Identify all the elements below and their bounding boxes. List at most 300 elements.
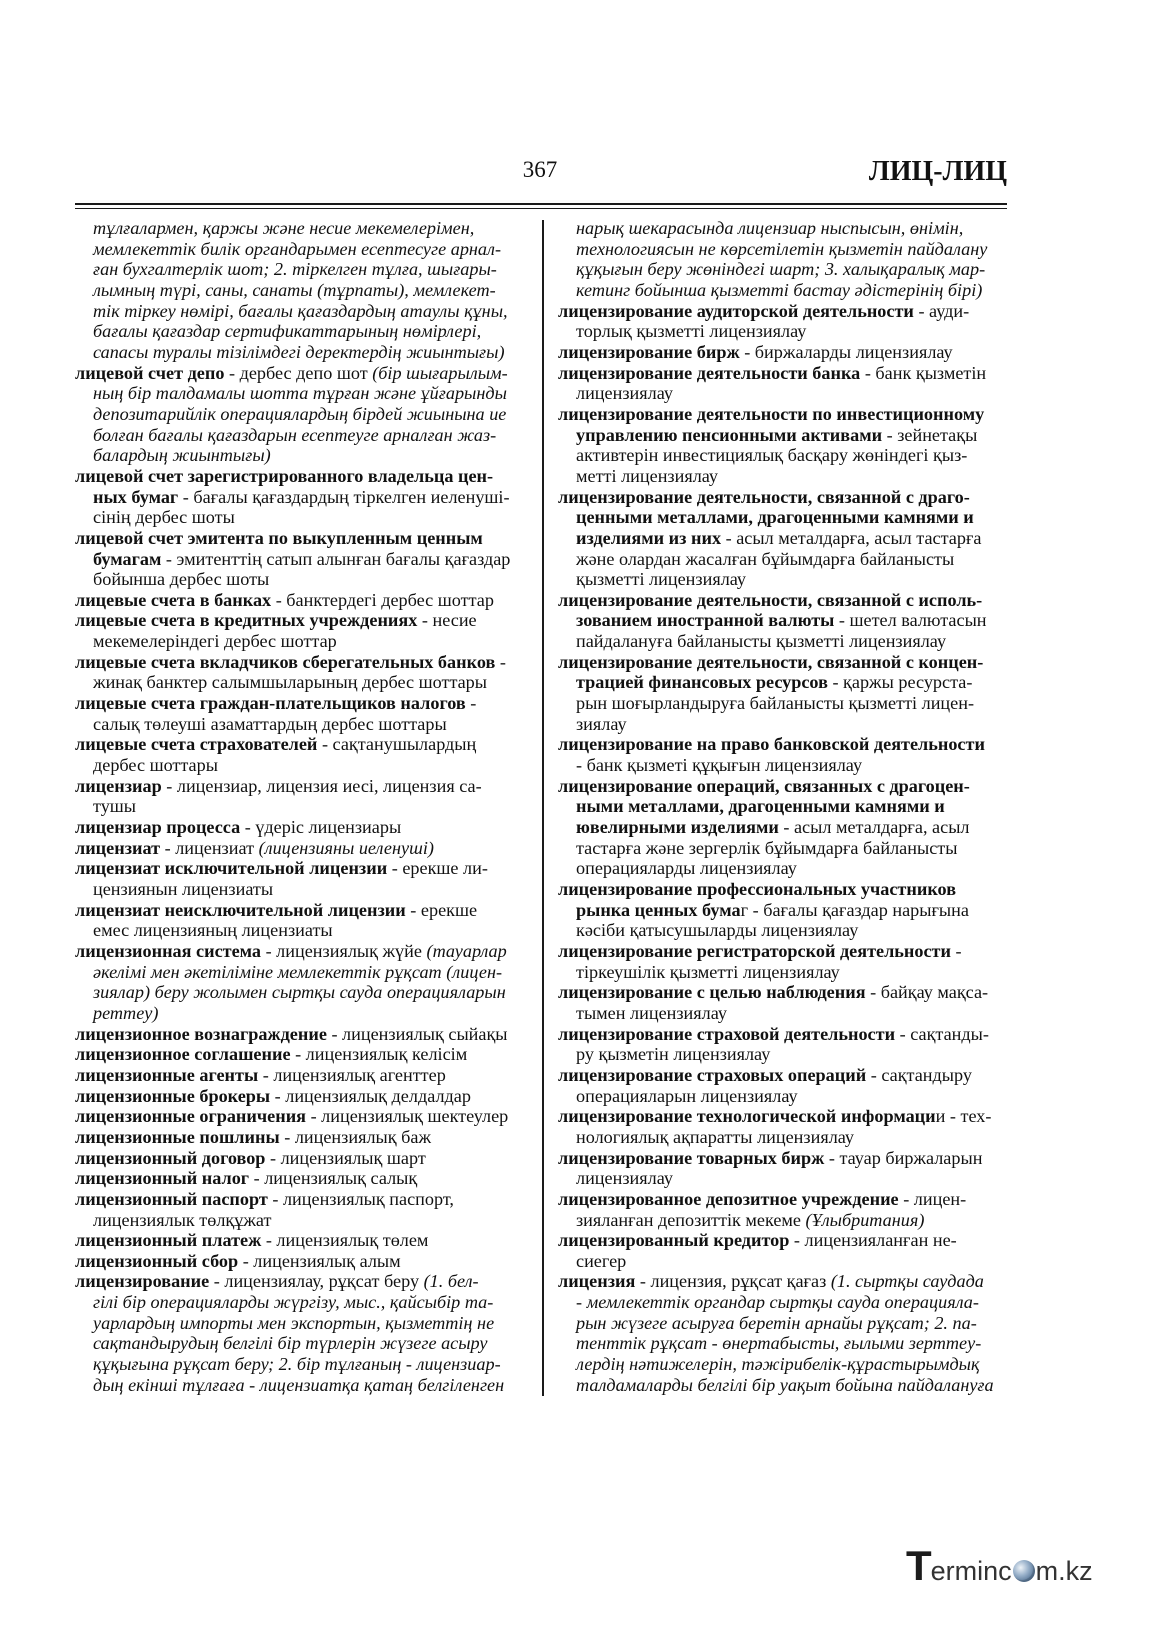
note-text: болған бағалы қағаздарын есептеуге арналған жаз- bbox=[93, 424, 497, 445]
entry-line bbox=[558, 507, 1007, 528]
running-head: ЛИЦ-ЛИЦ bbox=[868, 156, 1007, 187]
headword-text: лицензионный договор bbox=[75, 1147, 266, 1168]
translation-text: - лицензиялық шектеулер bbox=[306, 1106, 509, 1127]
translation-text: - биржаларды лицензиялау bbox=[739, 341, 953, 362]
headword-text: управлению пенсионными активами bbox=[576, 424, 883, 445]
entry-line bbox=[558, 652, 1007, 673]
headword-text: лицензиат исключительной лицензии bbox=[75, 858, 388, 879]
headword-text: лицензионное вознаграждение bbox=[75, 1023, 327, 1044]
entry-line bbox=[558, 425, 1007, 446]
entry-line bbox=[75, 1044, 527, 1065]
translation-text: г - бағалы қағаздар нарығына bbox=[740, 899, 969, 920]
entry-line bbox=[75, 982, 527, 1003]
translation-text: ру қызметін лицензиялау bbox=[576, 1044, 771, 1065]
headword-text: лицензирование страховых операций bbox=[558, 1064, 867, 1085]
entry-line bbox=[558, 1271, 1007, 1292]
entry-line bbox=[558, 1375, 1007, 1396]
note-text: балардың жиынтығы) bbox=[93, 445, 271, 466]
left-column bbox=[75, 218, 527, 1395]
entry-line bbox=[75, 817, 527, 838]
headword-text: лицензирование бирж bbox=[558, 341, 740, 362]
dictionary-entry bbox=[75, 734, 527, 775]
note-text: гілі бір операцияларды жүргізу, мыс., қайсыбір та- bbox=[93, 1292, 494, 1313]
headword-text: трацией финансовых ресурсов bbox=[576, 672, 828, 693]
entry-line bbox=[75, 1168, 527, 1189]
translation-text: - дербес депо шот bbox=[224, 362, 373, 383]
translation-text: - сақтанды- bbox=[895, 1023, 989, 1044]
translation-text: - лицензиялық сыйақы bbox=[326, 1023, 508, 1044]
entry-line bbox=[558, 900, 1007, 921]
dictionary-entry bbox=[75, 817, 527, 838]
translation-text: - bbox=[465, 693, 477, 714]
dictionary-entry bbox=[75, 1127, 527, 1148]
headword-text: лицензирование страховой деятельности bbox=[558, 1023, 896, 1044]
translation-text: активтерін инвестициялық басқару жөніндегі қыз- bbox=[576, 445, 968, 466]
entry-line bbox=[558, 239, 1007, 260]
headword-text: лицензионные агенты bbox=[75, 1064, 259, 1085]
translation-text: зиялау bbox=[576, 713, 627, 734]
translation-text: - эмитенттің сатып алынған бағалы қағаздар bbox=[161, 548, 511, 569]
note-text: тенттік рұқсат - өнертабысты, ғылыми зерттеу- bbox=[576, 1333, 982, 1354]
entry-line bbox=[75, 425, 527, 446]
dictionary-entry bbox=[75, 1044, 527, 1065]
translation-text: операцияларды лицензиялау bbox=[576, 858, 797, 879]
dictionary-entry bbox=[75, 1148, 527, 1169]
note-text: (тауарлар bbox=[426, 940, 507, 961]
entry-line bbox=[75, 796, 527, 817]
note-text: реттеу) bbox=[93, 1002, 159, 1023]
translation-text: - тауар биржаларын bbox=[824, 1147, 983, 1168]
entry-line bbox=[558, 714, 1007, 735]
headword-text: лицензионное соглашение bbox=[75, 1044, 291, 1065]
note-text: құқығын беру жөніндегі шарт; 3. халықаралық мар- bbox=[576, 259, 986, 280]
translation-text: - асыл металдарға, асыл bbox=[778, 817, 970, 838]
translation-text: - несие bbox=[417, 610, 477, 631]
headword-text: лицевые счета страхователей bbox=[75, 734, 318, 755]
translation-text: - лицен- bbox=[898, 1188, 967, 1209]
dictionary-entry bbox=[558, 734, 1007, 775]
headword-text: лицензирование деятельности, связанной с исполь- bbox=[558, 589, 983, 610]
entry-line bbox=[75, 342, 527, 363]
dictionary-entry bbox=[75, 1230, 527, 1251]
entry-line bbox=[558, 466, 1007, 487]
entry-line bbox=[75, 920, 527, 941]
translation-text: - лицензиялық агенттер bbox=[258, 1064, 446, 1085]
entry-line bbox=[75, 280, 527, 301]
translation-text: - банк қызметі құқығын лицензиялау bbox=[576, 755, 863, 776]
entry-line bbox=[558, 342, 1007, 363]
translation-text: - лицензиялық жүйе bbox=[261, 940, 427, 961]
dictionary-entry bbox=[75, 1189, 527, 1230]
entry-line bbox=[558, 776, 1007, 797]
headword-text: лицензия bbox=[558, 1271, 636, 1292]
translation-text: емес лицензияның лицензиаты bbox=[93, 920, 333, 941]
entry-line bbox=[75, 321, 527, 342]
entry-line bbox=[75, 631, 527, 652]
entry-line bbox=[558, 321, 1007, 342]
note-text: лымның түрі, саны, санаты (тұрпаты), мемлекет- bbox=[93, 279, 496, 300]
entry-line bbox=[75, 962, 527, 983]
note-text: әкелімі мен әкетіліміне мемлекеттік рұқсат (лицен- bbox=[93, 961, 503, 982]
entry-line bbox=[75, 507, 527, 528]
dictionary-entry bbox=[558, 1271, 1007, 1395]
entry-line bbox=[75, 879, 527, 900]
entry-line bbox=[75, 858, 527, 879]
entry-line bbox=[75, 218, 527, 239]
entry-line bbox=[558, 487, 1007, 508]
translation-text: зияланған депозиттік мекеме bbox=[576, 1209, 806, 1230]
entry-line bbox=[558, 218, 1007, 239]
translation-text: салық төлеуші азаматтардың дербес шоттары bbox=[93, 713, 447, 734]
note-text: (1. сыртқы саудада bbox=[830, 1271, 984, 1292]
translation-text: - асыл металдарға, асыл тастарға bbox=[721, 527, 982, 548]
translation-text: - бағалы қағаздардың тіркелген иеленуші- bbox=[178, 486, 510, 507]
translation-text: - лицензия, рұқсат қағаз bbox=[635, 1271, 831, 1292]
note-text: нарық шекарасында лицензиар ныспысын, өнімін, bbox=[576, 218, 964, 238]
translation-text: мекемелеріндегі дербес шоттар bbox=[93, 631, 337, 652]
header-rule-thick bbox=[75, 203, 1007, 205]
translation-text: - bbox=[495, 651, 506, 672]
headword-text: лицензионный паспорт bbox=[75, 1188, 268, 1209]
entry-line bbox=[75, 404, 527, 425]
entry-line bbox=[558, 817, 1007, 838]
termincom-logo bbox=[906, 1540, 1093, 1592]
translation-text: - банк қызметін bbox=[860, 362, 987, 383]
entry-line bbox=[558, 962, 1007, 983]
entry-line bbox=[558, 1065, 1007, 1086]
entry-line bbox=[558, 672, 1007, 693]
note-text: рын жүзеге асыруға беретін арнайы рұқсат; 2. па- bbox=[576, 1312, 977, 1333]
dictionary-entry bbox=[558, 1065, 1007, 1106]
entry-line bbox=[75, 1313, 527, 1334]
headword-text: лицензирование деятельности по инвестиционному bbox=[558, 403, 985, 424]
entry-line bbox=[75, 1333, 527, 1354]
entry-line bbox=[558, 610, 1007, 631]
translation-text: - сақтанушылардың bbox=[317, 734, 477, 755]
headword-text: лицензиар процесса bbox=[75, 817, 241, 838]
translation-text: - лицензиялық баж bbox=[279, 1126, 432, 1147]
entry-line bbox=[75, 1148, 527, 1169]
translation-text: - лицензиар, лицензия иесі, лицензия са- bbox=[161, 775, 482, 796]
entry-line bbox=[75, 1292, 527, 1313]
note-text: (Ұлыбритания) bbox=[805, 1209, 925, 1230]
entry-line bbox=[75, 239, 527, 260]
globe-icon bbox=[1013, 1560, 1035, 1582]
entry-line bbox=[558, 796, 1007, 817]
entry-line bbox=[75, 734, 527, 755]
headword-text: лицевые счета граждан-плательщиков налогов bbox=[75, 693, 466, 714]
continued-entry bbox=[75, 218, 527, 363]
entry-line bbox=[558, 1189, 1007, 1210]
headword-text: лицензиар bbox=[75, 775, 162, 796]
headword-text: лицевые счета вкладчиков сберегательных банков bbox=[75, 651, 496, 672]
note-text: құқығына рұқсат беру; 2. бір тұлғаның - лицензиар- bbox=[93, 1354, 501, 1375]
entry-line bbox=[75, 1127, 527, 1148]
entry-line bbox=[75, 383, 527, 404]
translation-text: лицензиялау bbox=[576, 1168, 673, 1189]
dictionary-entry bbox=[558, 941, 1007, 982]
entry-line bbox=[75, 1251, 527, 1272]
entry-line bbox=[558, 920, 1007, 941]
dictionary-entry bbox=[75, 652, 527, 693]
entry-line bbox=[75, 776, 527, 797]
dictionary-entry bbox=[558, 301, 1007, 342]
translation-text: - зейнетақы bbox=[882, 424, 978, 445]
headword-text: лицензионный сбор bbox=[75, 1250, 239, 1271]
entry-line bbox=[75, 1375, 527, 1396]
headword-text: зованием иностранной валюты bbox=[576, 610, 835, 631]
entry-line bbox=[558, 1230, 1007, 1251]
logo-text: erminc bbox=[930, 1556, 1012, 1586]
dictionary-entry bbox=[558, 1230, 1007, 1271]
entry-line bbox=[75, 610, 527, 631]
translation-text: тушы bbox=[93, 796, 137, 817]
entry-line bbox=[558, 734, 1007, 755]
note-text: ның бір талдамалы шотта тұрған және ұйғарынды bbox=[93, 383, 507, 404]
translation-text: - bbox=[950, 940, 962, 961]
dictionary-entry bbox=[75, 1168, 527, 1189]
entry-line bbox=[558, 404, 1007, 425]
headword-text: лицевой счет зарегистрированного владельца цен- bbox=[75, 465, 494, 486]
translation-text: - үдеріс лицензиары bbox=[240, 817, 402, 838]
translation-text: - байқау мақса- bbox=[865, 982, 989, 1003]
entry-line bbox=[558, 445, 1007, 466]
entry-line bbox=[558, 259, 1007, 280]
headword-text: лицензирование профессиональных участников bbox=[558, 879, 957, 899]
translation-text: сінің дербес шоты bbox=[93, 507, 235, 528]
entry-line bbox=[75, 549, 527, 570]
translation-text: лицензиялау bbox=[576, 383, 673, 404]
headword-text: рынка ценных бума bbox=[576, 899, 741, 920]
headword-text: ных бумаг bbox=[93, 486, 179, 507]
note-text: зиялар) беру жолымен сыртқы сауда операцияларын bbox=[93, 982, 506, 1003]
dictionary-entry bbox=[558, 363, 1007, 404]
dictionary-entry bbox=[75, 776, 527, 817]
note-text: уарлардың импорты мен экспортын, қызметтің не bbox=[93, 1312, 495, 1333]
translation-text: - лицензиялық паспорт, bbox=[267, 1188, 454, 1209]
translation-text: кәсіби қатысушыларды лицензиялау bbox=[576, 920, 859, 941]
entry-line bbox=[75, 1106, 527, 1127]
entry-line bbox=[75, 900, 527, 921]
translation-text: - лицензияланған не- bbox=[789, 1230, 957, 1251]
headword-text: лицензирование деятельности, связанной с концен- bbox=[558, 651, 984, 672]
headword-text: лицензионная система bbox=[75, 940, 262, 961]
right-column bbox=[558, 218, 1007, 1395]
entry-line bbox=[558, 363, 1007, 384]
logo-text-tail: m.kz bbox=[1035, 1556, 1093, 1586]
headword-text: лицензионный платеж bbox=[75, 1230, 262, 1251]
translation-text: метті лицензиялау bbox=[576, 465, 719, 486]
entry-line bbox=[75, 1189, 527, 1210]
dictionary-entry bbox=[75, 858, 527, 899]
entry-line bbox=[558, 1313, 1007, 1334]
headword-text: изделиями из них bbox=[576, 527, 722, 548]
entry-line bbox=[75, 1086, 527, 1107]
dictionary-entry bbox=[558, 982, 1007, 1023]
entry-line bbox=[75, 1065, 527, 1086]
translation-text: - банктердегі дербес шоттар bbox=[271, 589, 494, 610]
dictionary-entry bbox=[75, 1251, 527, 1272]
entry-line bbox=[558, 1003, 1007, 1024]
translation-text: сиегер bbox=[576, 1250, 627, 1271]
dictionary-entry bbox=[75, 838, 527, 859]
note-text: депозитарийлік операциялардың бірдей жиынына ие bbox=[93, 403, 507, 424]
entry-line bbox=[558, 280, 1007, 301]
note-text: тұлғалармен, қаржы және несие мекемелерімен, bbox=[93, 218, 475, 238]
entry-line bbox=[75, 569, 527, 590]
dictionary-entry bbox=[558, 879, 1007, 941]
entry-line bbox=[558, 1333, 1007, 1354]
translation-text: дербес шоттары bbox=[93, 755, 218, 776]
entry-line bbox=[558, 982, 1007, 1003]
translation-text: - лицензиялық төлем bbox=[261, 1230, 429, 1251]
translation-text: - ерекше ли- bbox=[387, 858, 488, 879]
entry-line bbox=[75, 487, 527, 508]
entry-line bbox=[75, 528, 527, 549]
headword-text: лицензионный налог bbox=[75, 1168, 250, 1189]
entry-line bbox=[75, 1354, 527, 1375]
translation-text: - шетел валютасын bbox=[834, 610, 987, 631]
dictionary-entry bbox=[75, 1024, 527, 1045]
translation-text: - лицензиялық салық bbox=[249, 1168, 418, 1189]
entry-line bbox=[558, 1168, 1007, 1189]
translation-text: - қаржы ресурста- bbox=[827, 672, 973, 693]
entry-line bbox=[558, 1127, 1007, 1148]
dictionary-entry bbox=[75, 1106, 527, 1127]
entry-line bbox=[75, 301, 527, 322]
translation-text: рын шоғырландыруға байланысты қызметті лицен- bbox=[576, 693, 975, 714]
entry-line bbox=[75, 259, 527, 280]
headword-text: лицензированный кредитор bbox=[558, 1230, 790, 1251]
entry-line bbox=[75, 1024, 527, 1045]
dictionary-entry bbox=[558, 1148, 1007, 1189]
headword-text: лицензирование аудиторской деятельности bbox=[558, 300, 914, 321]
entry-line bbox=[558, 631, 1007, 652]
entry-line bbox=[558, 693, 1007, 714]
entry-line bbox=[75, 445, 527, 466]
entry-line bbox=[75, 755, 527, 776]
headword-text: лицензирование товарных бирж bbox=[558, 1147, 825, 1168]
translation-text: цензиянын лицензиаты bbox=[93, 879, 274, 899]
entry-line bbox=[75, 363, 527, 384]
translation-text: нологиялық ақпаратты лицензиялау bbox=[576, 1126, 855, 1147]
entry-line bbox=[558, 941, 1007, 962]
headword-text: ценными металлами, драгоценными камнями и bbox=[576, 507, 974, 528]
translation-text: операцияларын лицензиялау bbox=[576, 1085, 798, 1106]
entry-line bbox=[558, 1210, 1007, 1231]
entry-line bbox=[75, 590, 527, 611]
headword-text: лицензирование деятельности банка bbox=[558, 362, 861, 383]
translation-text: - лицензиат bbox=[160, 837, 259, 858]
headword-text: лицевой счет эмитента по выкупленным ценным bbox=[75, 527, 483, 548]
entry-line bbox=[558, 590, 1007, 611]
entry-line bbox=[75, 652, 527, 673]
translation-text: - сақтандыру bbox=[866, 1064, 972, 1085]
entry-line bbox=[558, 879, 1007, 900]
dictionary-entry bbox=[75, 900, 527, 941]
note-text: ған бухгалтерлік шот; 2. тіркелген тұлға, шығары- bbox=[93, 259, 497, 280]
translation-text: - лицензиялық шарт bbox=[265, 1147, 426, 1168]
dictionary-entry bbox=[558, 487, 1007, 590]
note-text: (1. бел- bbox=[423, 1271, 479, 1292]
translation-text: тіркеушілік қызметті лицензиялау bbox=[576, 961, 840, 982]
entry-line bbox=[75, 1230, 527, 1251]
entry-line bbox=[558, 383, 1007, 404]
dictionary-entry bbox=[558, 1106, 1007, 1147]
dictionary-entry bbox=[75, 610, 527, 651]
entry-line bbox=[75, 466, 527, 487]
dictionary-entry bbox=[75, 1086, 527, 1107]
entry-line bbox=[75, 693, 527, 714]
continued-entry bbox=[558, 218, 1007, 301]
entry-line bbox=[75, 1271, 527, 1292]
note-text: тік тіркеу нөмірі, бағалы қағаздардың атаулы құны, bbox=[93, 300, 508, 321]
dictionary-entry bbox=[75, 693, 527, 734]
translation-text: және олардан жасалған бұйымдарға байланысты bbox=[576, 548, 955, 569]
entry-line bbox=[558, 755, 1007, 776]
entry-line bbox=[558, 1148, 1007, 1169]
note-text: бағалы қағаздар сертификаттарының нөмірлері, bbox=[93, 321, 482, 342]
dictionary-entry bbox=[75, 1065, 527, 1086]
headword-text: лицензирование регистраторской деятельности bbox=[558, 940, 951, 961]
translation-text: - лицензиялық делдалдар bbox=[270, 1085, 471, 1106]
note-text: - мемлекеттік органдар сыртқы сауда операцияла- bbox=[576, 1292, 979, 1313]
translation-text: торлық қызметті лицензиялау bbox=[576, 321, 807, 342]
dictionary-entry bbox=[75, 466, 527, 528]
headword-text: лицензирование деятельности, связанной с драго- bbox=[558, 486, 970, 507]
note-text: технологиясын не көрсетілетін қызметін пайдалану bbox=[576, 238, 988, 259]
translation-text: - лицензиялау, рұқсат беру bbox=[209, 1271, 424, 1292]
note-text: мемлекеттік билік органдарымен есептесуге арнал- bbox=[93, 238, 502, 259]
translation-text: тастарға және зергерлік бұйымдарға байланысты bbox=[576, 837, 958, 858]
headword-text: лицензионные брокеры bbox=[75, 1085, 271, 1106]
dictionary-entry bbox=[75, 941, 527, 1024]
entry-line bbox=[558, 549, 1007, 570]
note-text: сапасы туралы тізілімдегі деректердің жиынтығы) bbox=[93, 341, 505, 362]
entry-line bbox=[558, 1024, 1007, 1045]
translation-text: бойынша дербес шоты bbox=[93, 569, 270, 590]
entry-line bbox=[558, 838, 1007, 859]
dictionary-entry bbox=[75, 590, 527, 611]
note-text: (бір шығарылым- bbox=[372, 362, 508, 383]
dictionary-entry bbox=[558, 652, 1007, 735]
headword-text: лицензированное депозитное учреждение bbox=[558, 1188, 899, 1209]
translation-text: - ауди- bbox=[913, 300, 970, 321]
headword-text: лицензиат bbox=[75, 837, 161, 858]
dictionary-entry bbox=[558, 1189, 1007, 1230]
dictionary-entry bbox=[558, 776, 1007, 879]
dictionary-entry bbox=[75, 1271, 527, 1395]
dictionary-entry bbox=[558, 590, 1007, 652]
translation-text: пайдалануға байланысты қызметті лицензиялау bbox=[576, 631, 947, 652]
entry-line bbox=[558, 1292, 1007, 1313]
translation-text: тымен лицензиялау bbox=[576, 1002, 727, 1023]
entry-line bbox=[558, 1251, 1007, 1272]
headword-text: лицевой счет депо bbox=[75, 362, 225, 383]
headword-text: ными металлами, драгоценными камнями и bbox=[576, 796, 945, 817]
entry-line bbox=[75, 838, 527, 859]
dictionary-entry bbox=[75, 528, 527, 590]
entry-line bbox=[75, 1003, 527, 1024]
translation-text: - лицензиялық келісім bbox=[290, 1044, 468, 1065]
entry-line bbox=[558, 569, 1007, 590]
note-text: сақтандырудың белгілі бір түрлерін жүзеге асыру bbox=[93, 1333, 488, 1354]
translation-text: - лицензиялық алым bbox=[238, 1250, 401, 1271]
headword-text: бумагам bbox=[93, 548, 162, 569]
headword-text: лицензирование bbox=[75, 1271, 210, 1292]
headword-text: лицензирование технологической информаци bbox=[558, 1106, 936, 1127]
entry-line bbox=[75, 672, 527, 693]
